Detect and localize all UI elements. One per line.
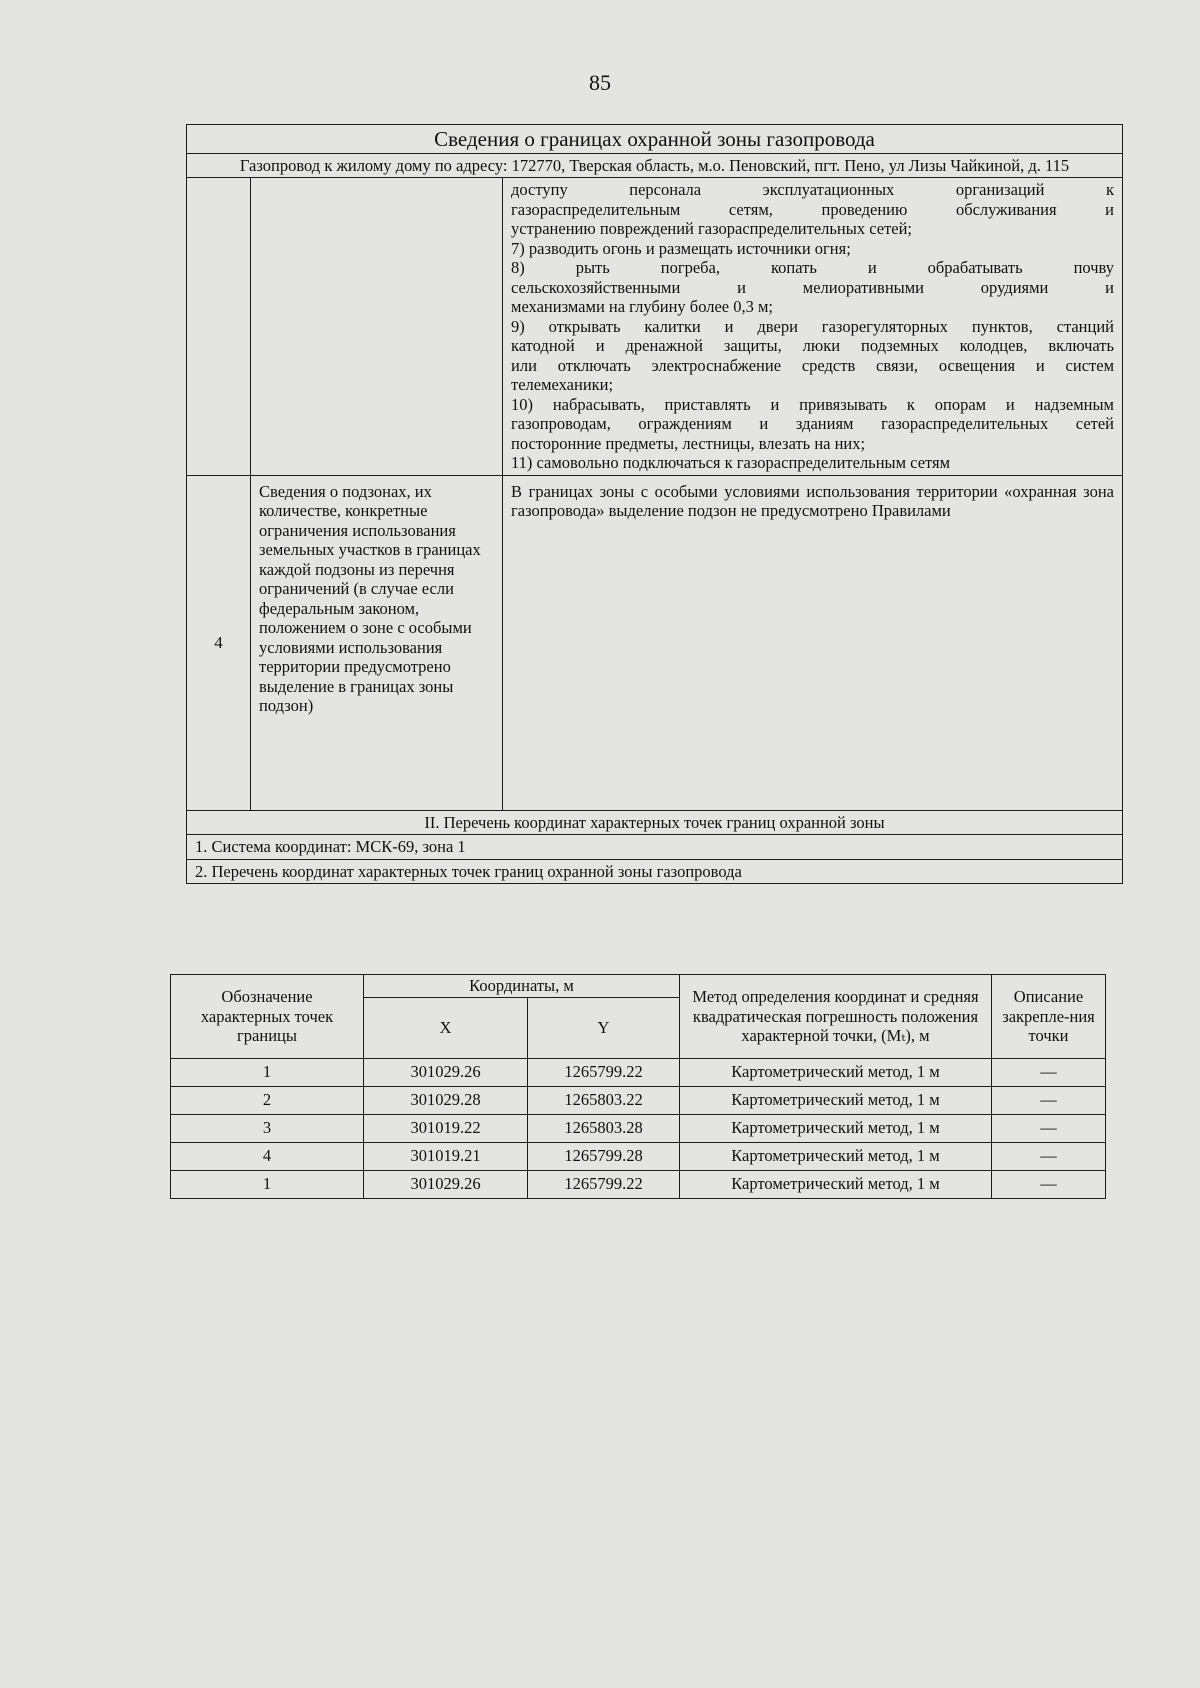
table-row (171, 1142, 1106, 1170)
point-number: 4 (171, 1142, 364, 1170)
subzones-label: Сведения о подзонах, их количестве, конкретные ограничения использования земельных участков в границах каждой подзоны из перечня ограничений (в случае если федеральным законом, положением о зоне с особыми условиями использования территории предусмотрено выделение в границах зоны подзон) (251, 475, 503, 810)
method-value: Картометрический метод, 1 м (680, 1086, 992, 1114)
section-2-title: II. Перечень координат характерных точек границ охранной зоны (187, 810, 1123, 835)
table-title-row (187, 125, 1123, 154)
table-row (171, 1170, 1106, 1198)
subzones-row (187, 475, 1123, 810)
header-description: Описание закрепле-ния точки (992, 975, 1106, 1059)
restriction-line: газопроводам, ограждениям и зданиям газораспределительных сетей (511, 414, 1115, 433)
method-value: Картометрический метод, 1 м (680, 1114, 992, 1142)
coord-system-row (187, 835, 1123, 860)
restriction-line: устранению повреждений газораспределительных сетей; (511, 219, 913, 238)
restriction-line: 7) разводить огонь и размещать источники огня; (511, 238, 851, 258)
restriction-line: механизмами на глубину более 0,3 м; (511, 297, 774, 316)
table-title: Сведения о границах охранной зоны газопровода (187, 125, 1123, 154)
restrictions-text (503, 178, 1123, 476)
point-number: 1 (171, 1170, 364, 1198)
coordinates-list-title: 2. Перечень координат характерных точек границ охранной зоны газопровода (187, 859, 1123, 884)
row-number: 4 (187, 475, 251, 810)
object-row (187, 154, 1123, 178)
zone-info-table (186, 124, 1123, 884)
restrictions-number-cell (187, 178, 251, 476)
description-value: — (992, 1114, 1106, 1142)
restriction-line: 10) набрасывать, приставлять и привязывать к опорам и надземным (511, 394, 1115, 414)
restriction-line: сельскохозяйственными и мелиоративными орудиями и (511, 277, 1115, 297)
coord-header-row (171, 975, 1106, 998)
restriction-line: газораспределительным сетям, проведению обслуживания и (511, 199, 1115, 219)
header-x: X (364, 997, 528, 1058)
x-value: 301029.26 (364, 1058, 528, 1086)
object-description: Газопровод к жилому дому по адресу: 172770, Тверская область, м.о. Пеновский, пгт. Пено, ул Лизы Чайкиной, д. 115 (187, 154, 1123, 178)
restrictions-name-cell (251, 178, 503, 476)
restriction-line: 8) рыть погреба, копать и обрабатывать почву (511, 258, 1115, 277)
point-number: 2 (171, 1086, 364, 1114)
header-coordinates: Координаты, м (364, 975, 680, 998)
list-title-row (187, 859, 1123, 884)
table-row (171, 1058, 1106, 1086)
restriction-line: доступу персонала эксплуатационных организаций к (511, 180, 1115, 199)
point-number: 3 (171, 1114, 364, 1142)
restriction-line: катодной и дренажной защиты, люки подземных колодцев, включать (511, 336, 1115, 355)
coordinate-system: 1. Система координат: МСК-69, зона 1 (187, 835, 1123, 860)
restriction-line: телемеханики; (511, 375, 614, 394)
coordinates-table (170, 974, 1106, 1199)
description-value: — (992, 1058, 1106, 1086)
page-number: 85 (589, 70, 611, 95)
restriction-line: 9) открывать калитки и двери газорегуляторных пунктов, станций (511, 316, 1115, 336)
description-value: — (992, 1170, 1106, 1198)
y-value: 1265799.28 (528, 1142, 680, 1170)
y-value: 1265799.22 (528, 1058, 680, 1086)
restriction-line: посторонние предметы, лестницы, влезать на них; (511, 433, 866, 453)
y-value: 1265799.22 (528, 1170, 680, 1198)
y-value: 1265803.28 (528, 1114, 680, 1142)
header-y: Y (528, 997, 680, 1058)
subzones-value: В границах зоны с особыми условиями использования территории «охранная зона газопровода» выделение подзон не предусмотрено Правилами (503, 475, 1123, 810)
restriction-line: 11) самовольно подключаться к газораспределительным сетям (511, 453, 951, 472)
table-row (171, 1114, 1106, 1142)
description-value: — (992, 1142, 1106, 1170)
x-value: 301019.22 (364, 1114, 528, 1142)
x-value: 301029.26 (364, 1170, 528, 1198)
method-value: Картометрический метод, 1 м (680, 1058, 992, 1086)
x-value: 301029.28 (364, 1086, 528, 1114)
y-value: 1265803.22 (528, 1086, 680, 1114)
table-row (171, 1086, 1106, 1114)
method-value: Картометрический метод, 1 м (680, 1170, 992, 1198)
method-value: Картометрический метод, 1 м (680, 1142, 992, 1170)
section-title-row (187, 810, 1123, 835)
description-value: — (992, 1086, 1106, 1114)
header-method: Метод определения координат и средняя квадратическая погрешность положения характерной точки, (Мₜ), м (680, 975, 992, 1059)
restriction-line: или отключать электроснабжение средств связи, освещения и систем (511, 355, 1115, 375)
x-value: 301019.21 (364, 1142, 528, 1170)
header-point: Обозначение характерных точек границы (171, 975, 364, 1059)
restrictions-row (187, 178, 1123, 476)
point-number: 1 (171, 1058, 364, 1086)
